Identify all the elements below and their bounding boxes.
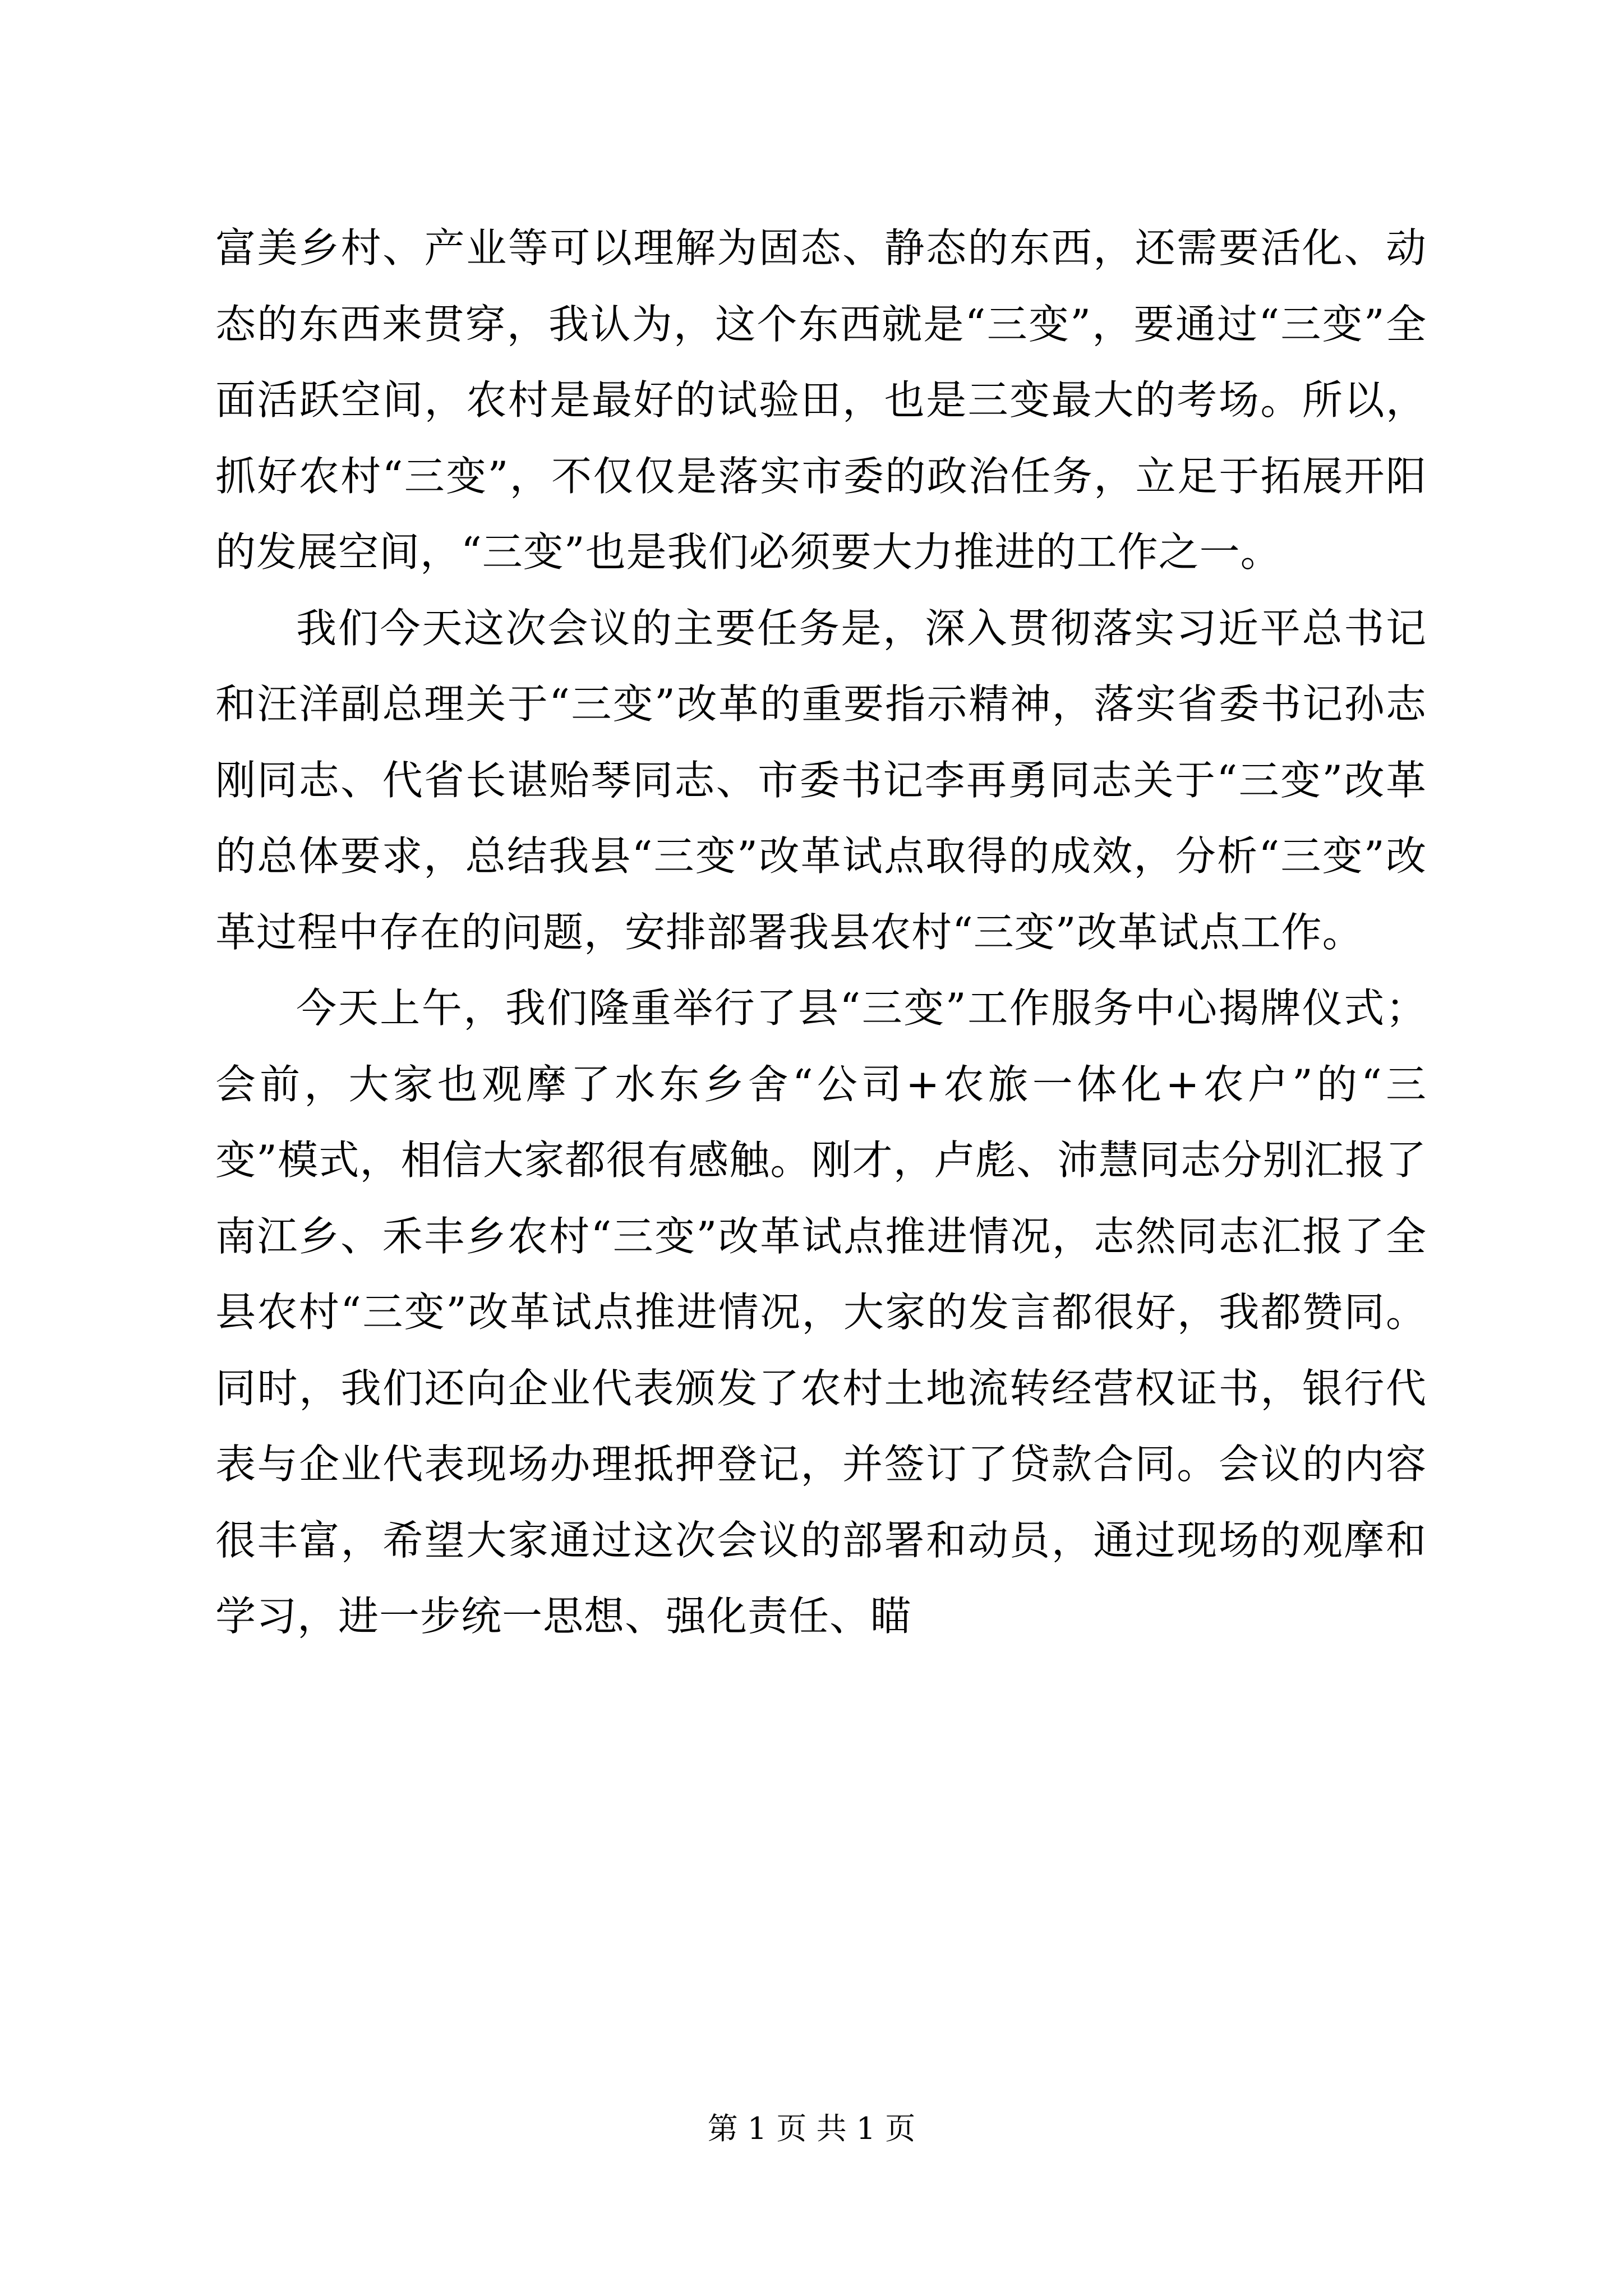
paragraph-meeting-tasks: 我们今天这次会议的主要任务是，深入贯彻落实习近平总书记和汪洋副总理关于“三变”改革的重要指示精神，落实省委书记孙志刚同志、代省长谌贻琴同志、市委书记李再勇同志关于“三变”改革的总体要求，总结我县“三变”改革试点取得的成效，分析“三变”改革过程中存在的问题，安排部署我县农村“三变”改革试点工作。 <box>215 604 1427 956</box>
document-body <box>215 210 1427 1655</box>
paragraph-morning-activities: 今天上午，我们隆重举行了县“三变”工作服务中心揭牌仪式；会前，大家也观摩了水东乡舍“公司+农旅一体化+农户”的“三变”模式，相信大家都很有感触。刚才，卢彪、沛慧同志分别汇报了南江乡、禾丰乡农村“三变”改革试点推进情况，志然同志汇报了全县农村“三变”改革试点推进情况，大家的发言都很好，我都赞同。同时，我们还向企业代表颁发了农村土地流转经营权证书，银行代表与企业代表现场办理抵押登记，并签订了贷款合同。会议的内容很丰富，希望大家通过这次会议的部署和动员，通过现场的观摩和学习，进一步统一思想、强化责任、瞄 <box>215 984 1427 1640</box>
paragraph-continuation: 富美乡村、产业等可以理解为固态、静态的东西，还需要活化、动态的东西来贯穿，我认为，这个东西就是“三变”，要通过“三变”全面活跃空间，农村是最好的试验田，也是三变最大的考场。所以，抓好农村“三变”，不仅仅是落实市委的政治任务，立足于拓展开阳的发展空间，“三变”也是我们必须要大力推进的工作之一。 <box>215 224 1427 576</box>
page-footer: 第 1 页 共 1 页 <box>707 2111 916 2146</box>
